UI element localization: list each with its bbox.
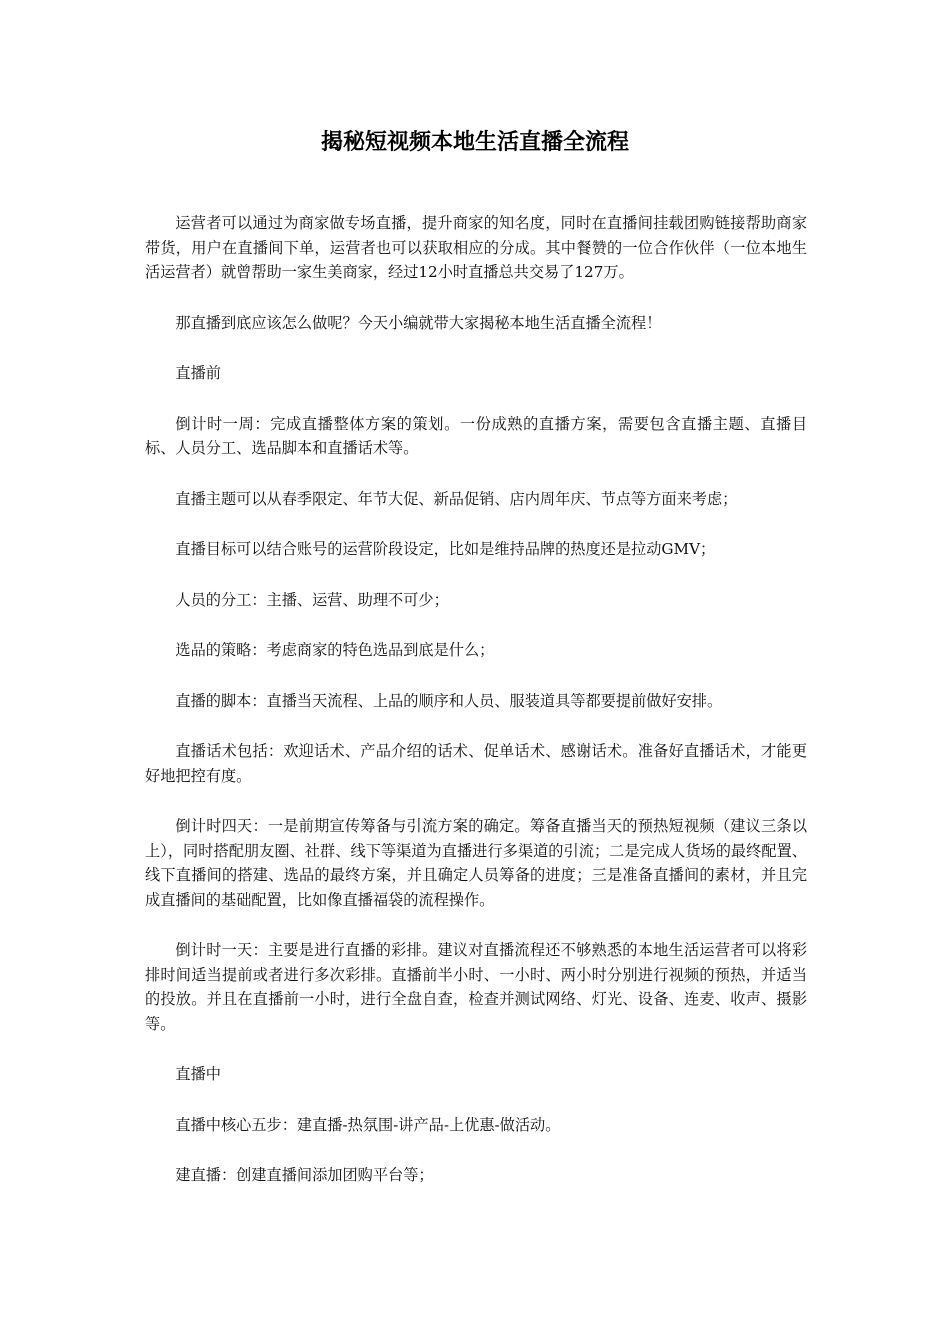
paragraph-five-steps: 直播中核心五步：建直播-热氛围-讲产品-上优惠-做活动。 (175, 1115, 561, 1134)
section-heading-before-live: 直播前 (175, 364, 221, 382)
paragraph-product-strategy: 选品的策略：考虑商家的特色选品到底是什么； (175, 641, 495, 659)
section-heading-during-live: 直播中 (175, 1065, 221, 1083)
paragraph-live-goal: 直播目标可以结合账号的运营阶段设定，比如是维持品牌的热度还是拉动GMV； (175, 540, 716, 558)
document-title: 揭秘短视频本地生活直播全流程 (320, 129, 629, 155)
paragraph-four-days: 倒计时四天：一是前期宣传筹备与引流方案的确定。筹备直播当天的预热短视频（建议三条以上），同时搭配朋友圈、社群、线下等渠道为直播进行多渠道的引流；二是完成人货场的最终配置、线下直播间的搭建、选品的最终方案，并且确定人员筹备的进度；三是准备直播间的素材，并且完成直播间的基础配置，比如像直播福袋的流程操作。 (145, 817, 807, 909)
paragraph-question: 那直播到底应该怎么做呢？今天小编就带大家揭秘本地生活直播全流程！ (175, 313, 662, 332)
paragraph-one-day: 倒计时一天：主要是进行直播的彩排。建议对直播流程还不够熟悉的本地生活运营者可以将彩排时间适当提前或者进行多次彩排。直播前半小时、一小时、两小时分别进行视频的预热，并适当的投放。并且在直播前一小时，进行全盘自查，检查并测试网络、灯光、设备、连麦、收声、摄影等。 (145, 941, 807, 1033)
paragraph-live-talk: 直播话术包括：欢迎话术、产品介绍的话术、促单话术、感谢话术。准备好直播话术，才能更好地把控有度。 (145, 742, 807, 785)
paragraph-build-live: 建直播：创建直播间添加团购平台等； (175, 1166, 434, 1184)
document-body (145, 211, 807, 1214)
paragraph-intro: 运营者可以通过为商家做专场直播，提升商家的知名度，同时在直播间挂载团购链接帮助商家带货，用户在直播间下单，运营者也可以获取相应的分成。其中餐赞的一位合作伙伴（一位本地生活运营者）就曾帮助一家生美商家，经过12小时直播总共交易了127万。 (145, 214, 807, 281)
paragraph-staffing: 人员的分工：主播、运营、助理不可少； (175, 590, 449, 609)
paragraph-one-week: 倒计时一周：完成直播整体方案的策划。一份成熟的直播方案，需要包含直播主题、直播目标、人员分工、选品脚本和直播话术等。 (145, 414, 807, 457)
paragraph-live-theme: 直播主题可以从春季限定、年节大促、新品促销、店内周年庆、节点等方面来考虑； (175, 489, 738, 508)
paragraph-live-script: 直播的脚本：直播当天流程、上品的顺序和人员、服装道具等都要提前做好安排。 (175, 691, 723, 710)
